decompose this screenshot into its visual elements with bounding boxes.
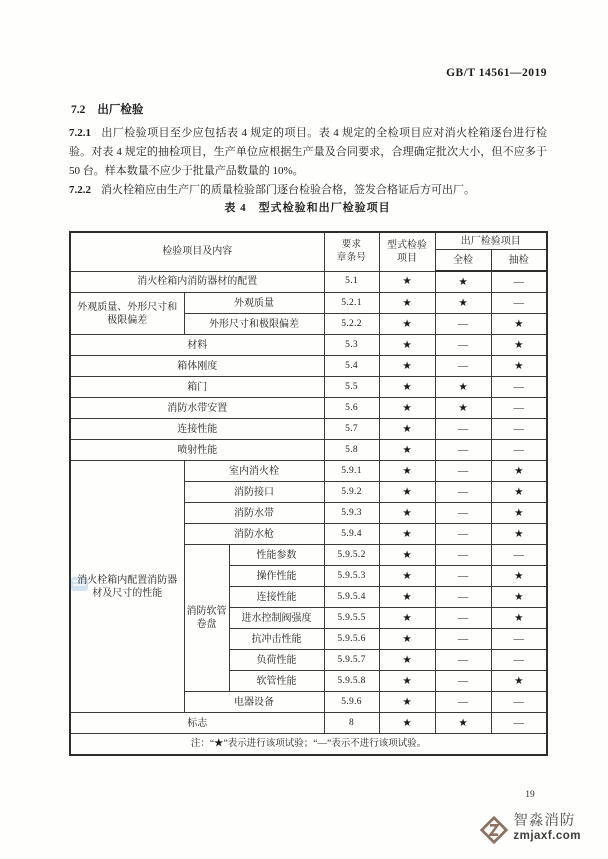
- cell-type: ★: [379, 524, 435, 545]
- table-row: [70, 335, 547, 356]
- cell-item: 进水控制阀强度: [229, 608, 324, 629]
- cell-group: 外观质量、外形尺寸和极限偏差: [70, 293, 184, 335]
- cell-item: 箱体刚度: [70, 356, 324, 377]
- zhimiao-logo-icon: [480, 816, 508, 844]
- cell-full: ★: [435, 271, 491, 293]
- table-row: [70, 419, 547, 440]
- cell-clause: 5.9.5.2: [324, 545, 379, 566]
- cell-type: ★: [379, 713, 435, 734]
- cell-item: 消防水带安置: [70, 398, 324, 419]
- cell-clause: 5.9.5.6: [324, 629, 379, 650]
- cell-type: ★: [379, 566, 435, 587]
- table-row: [70, 440, 547, 461]
- cell-item: 室内消火栓: [184, 461, 324, 482]
- cell-full: —: [435, 503, 491, 524]
- cell-full: —: [435, 692, 491, 713]
- cell-type: ★: [379, 650, 435, 671]
- header-clause-line2: 章条号: [336, 252, 367, 263]
- header-cell-type-test: [379, 232, 435, 271]
- cell-item: 消防水枪: [184, 524, 324, 545]
- cell-full: ★: [435, 398, 491, 419]
- table-row: [70, 271, 547, 293]
- cell-sample: —: [491, 713, 547, 734]
- table-row: [70, 398, 547, 419]
- header-type-line2: 项目: [397, 252, 418, 264]
- cell-sample: —: [491, 440, 547, 461]
- table-row: [70, 377, 547, 398]
- paragraph-number: 7.2.2: [69, 184, 91, 196]
- cell-subgroup: 消防软管卷盘: [184, 545, 229, 692]
- cell-clause: 5.6: [324, 398, 379, 419]
- cell-clause: 5.9.4: [324, 524, 379, 545]
- cell-item: 负荷性能: [229, 650, 324, 671]
- cell-sample: —: [491, 377, 547, 398]
- cell-sample: ★: [491, 524, 547, 545]
- header-cell-clause: [324, 232, 379, 271]
- cell-type: ★: [379, 356, 435, 377]
- cell-clause: 5.9.6: [324, 692, 379, 713]
- paragraph-number: 7.2.1: [69, 127, 91, 139]
- cell-item: 材料: [70, 335, 324, 356]
- cell-type: ★: [379, 608, 435, 629]
- cell-item: 消防接口: [184, 482, 324, 503]
- cell-full: ★: [435, 713, 491, 734]
- cell-item: 电器设备: [184, 692, 324, 713]
- cell-clause: 5.9.3: [324, 503, 379, 524]
- paragraph-text: 出厂检验项目至少应包括表 4 规定的项目。表 4 规定的全检项目应对消火栓箱逐台进行检验。对表 4 规定的抽检项目，生产单位应根据生产量及合同要求，合理确定批次大小，但不应多于 50 台。样本数量不应少于批量产品数量的 10%。: [69, 127, 547, 177]
- paragraph-text: 消火栓箱应由生产厂的质量检验部门逐台检验合格，签发合格证后方可出厂。: [101, 184, 475, 196]
- cell-clause: 5.2.1: [324, 293, 379, 314]
- cell-sample: —: [491, 545, 547, 566]
- cell-full: —: [435, 461, 491, 482]
- cell-type: ★: [379, 271, 435, 293]
- cell-item: 抗冲击性能: [229, 629, 324, 650]
- cell-type: ★: [379, 293, 435, 314]
- cell-full: —: [435, 440, 491, 461]
- cell-type: ★: [379, 482, 435, 503]
- cell-full: ★: [435, 377, 491, 398]
- cell-type: ★: [379, 587, 435, 608]
- cell-type: ★: [379, 419, 435, 440]
- cell-clause: 5.9.5.3: [324, 566, 379, 587]
- cell-sample: ★: [491, 482, 547, 503]
- cell-item: 标志: [70, 713, 324, 734]
- cell-full: —: [435, 566, 491, 587]
- header-cell-factory: 出厂检验项目: [435, 232, 547, 250]
- cell-full: —: [435, 335, 491, 356]
- table-row: [70, 461, 547, 482]
- cell-full: —: [435, 482, 491, 503]
- cell-item: 外形尺寸和极限偏差: [184, 314, 324, 335]
- table-row: [70, 293, 547, 314]
- cell-sample: —: [491, 629, 547, 650]
- section-heading-title: 出厂检验: [97, 104, 144, 116]
- page-number: 19: [525, 790, 535, 800]
- cell-full: —: [435, 608, 491, 629]
- table-note-row: [70, 734, 547, 756]
- cell-type: ★: [379, 545, 435, 566]
- cell-type: ★: [379, 440, 435, 461]
- cell-item: 操作性能: [229, 566, 324, 587]
- cell-sample: ★: [491, 566, 547, 587]
- cell-item: 喷射性能: [70, 440, 324, 461]
- cell-type: ★: [379, 503, 435, 524]
- table-header-row: [70, 232, 547, 250]
- cell-clause: 5.9.1: [324, 461, 379, 482]
- cell-sample: ★: [491, 608, 547, 629]
- cell-full: —: [435, 356, 491, 377]
- cell-clause: 5.9.5.4: [324, 587, 379, 608]
- cell-full: —: [435, 545, 491, 566]
- cell-full: —: [435, 650, 491, 671]
- cell-group: 消火栓箱内配置消防器材及尺寸的性能: [70, 461, 184, 713]
- header-cell-sample-check: 抽检: [491, 250, 547, 272]
- cell-full: —: [435, 524, 491, 545]
- cell-clause: 5.9.2: [324, 482, 379, 503]
- cell-item: 消防水带: [184, 503, 324, 524]
- inspection-items-table: [69, 231, 548, 756]
- section-heading-number: 7.2: [71, 104, 86, 116]
- section-heading: [71, 101, 143, 117]
- cell-sample: —: [491, 650, 547, 671]
- paragraph-7-2-2: [69, 181, 547, 200]
- cell-full: ★: [435, 293, 491, 314]
- cell-sample: —: [491, 692, 547, 713]
- doc-number: GB/T 14561—2019: [446, 67, 547, 79]
- cell-clause: 5.1: [324, 271, 379, 293]
- table-note: 注：“★”表示进行该项试验；“—”表示不进行该项试验。: [70, 734, 547, 756]
- cell-type: ★: [379, 335, 435, 356]
- cell-clause: 5.9.5.5: [324, 608, 379, 629]
- site-watermark: [480, 812, 581, 844]
- header-clause-line1: 要求: [341, 239, 362, 250]
- header-type-line1: 型式检验: [387, 239, 428, 251]
- watermark-text: [513, 814, 581, 843]
- cell-full: —: [435, 587, 491, 608]
- header-cell-full-check: 全检: [435, 250, 491, 272]
- cell-type: ★: [379, 692, 435, 713]
- cell-full: —: [435, 671, 491, 692]
- cell-full: —: [435, 314, 491, 335]
- cell-sample: ★: [491, 356, 547, 377]
- table-row: [70, 713, 547, 734]
- watermark-site: zmjaxf.com: [513, 829, 581, 842]
- cell-type: ★: [379, 398, 435, 419]
- header-cell-item: 检验项目及内容: [70, 232, 324, 271]
- cell-sample: ★: [491, 587, 547, 608]
- cell-item: 性能参数: [229, 545, 324, 566]
- cell-clause: 5.2.2: [324, 314, 379, 335]
- cell-sample: ★: [491, 503, 547, 524]
- watermark-name: 智淼消防: [513, 812, 576, 829]
- cell-clause: 5.9.5.7: [324, 650, 379, 671]
- cell-type: ★: [379, 377, 435, 398]
- cell-clause: 5.8: [324, 440, 379, 461]
- table-caption: 表 4 型式检验和出厂检验项目: [224, 202, 391, 214]
- cell-type: ★: [379, 671, 435, 692]
- cell-type: ★: [379, 461, 435, 482]
- paragraph-7-2-1: [69, 124, 547, 181]
- cell-type: ★: [379, 629, 435, 650]
- cell-type: ★: [379, 314, 435, 335]
- cell-full: —: [435, 419, 491, 440]
- cell-item: 消火栓箱内消防器材的配置: [70, 271, 324, 293]
- cell-sample: ★: [491, 314, 547, 335]
- table-row: [70, 356, 547, 377]
- cell-item: 连接性能: [70, 419, 324, 440]
- cell-sample: —: [491, 293, 547, 314]
- cell-clause: 5.7: [324, 419, 379, 440]
- cell-sample: —: [491, 398, 547, 419]
- cell-sample: ★: [491, 335, 547, 356]
- cell-clause: 5.3: [324, 335, 379, 356]
- cell-clause: 5.9.5.8: [324, 671, 379, 692]
- cell-clause: 5.4: [324, 356, 379, 377]
- cell-item: 外观质量: [184, 293, 324, 314]
- cell-item: 连接性能: [229, 587, 324, 608]
- cell-item: 箱门: [70, 377, 324, 398]
- cell-clause: 5.5: [324, 377, 379, 398]
- cell-sample: —: [491, 419, 547, 440]
- cell-sample: ★: [491, 461, 547, 482]
- cell-sample: —: [491, 271, 547, 293]
- cell-sample: ★: [491, 671, 547, 692]
- cell-full: —: [435, 629, 491, 650]
- cell-clause: 8: [324, 713, 379, 734]
- cell-item: 软管性能: [229, 671, 324, 692]
